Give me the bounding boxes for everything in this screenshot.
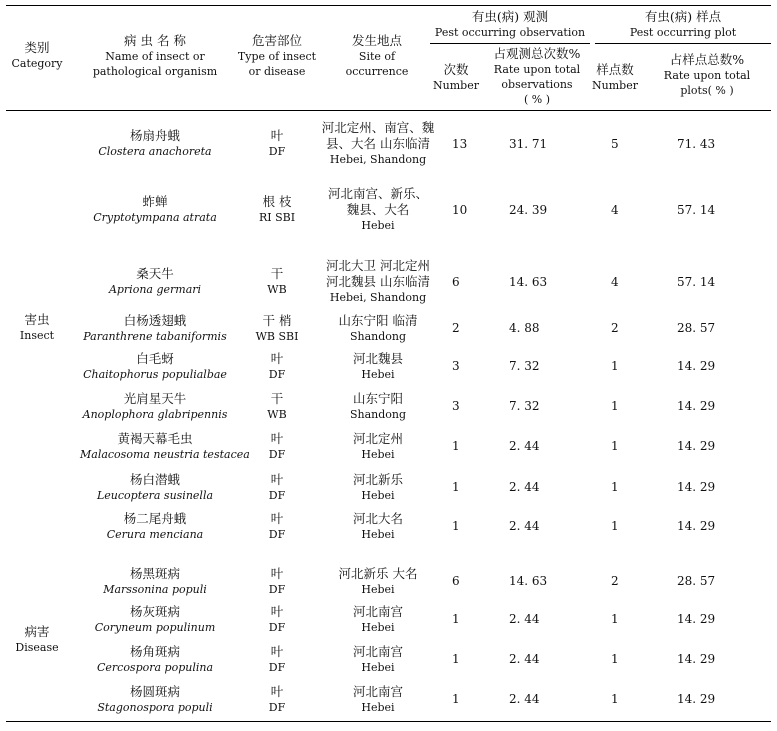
obs-count: 1 — [452, 439, 460, 453]
plot-rate: 14. 29 — [677, 519, 716, 533]
pest-name: 杨扇舟蛾 Clostera anachoreta — [98, 128, 212, 158]
damage-part: 干 WB — [267, 266, 287, 296]
header-obs-rate: 占观测总次数% Rate upon total observations ( % ) — [493, 46, 581, 106]
obs-rate: 7. 32 — [509, 359, 540, 373]
plot-count: 5 — [611, 137, 619, 151]
damage-part: 叶 DF — [268, 472, 286, 502]
obs-count: 2 — [452, 321, 460, 335]
damage-part: 叶 DF — [268, 684, 286, 714]
obs-rate: 2. 44 — [509, 612, 540, 626]
plot-rate: 14. 29 — [677, 692, 716, 706]
obs-count: 1 — [452, 480, 460, 494]
pest-name: 杨圆斑病 Stagonospora populi — [97, 684, 213, 714]
plot-count: 1 — [611, 652, 619, 666]
obs-count: 10 — [452, 203, 468, 217]
plot-count: 4 — [611, 203, 619, 217]
plot-group-rule — [595, 43, 771, 44]
pest-name: 杨灰斑病 Coryneum populinum — [94, 604, 216, 634]
obs-rate: 2. 44 — [509, 439, 540, 453]
site: 山东宁阳 临清 Shandong — [338, 313, 418, 343]
observation-group-rule — [430, 43, 590, 44]
obs-count: 1 — [452, 612, 460, 626]
top-rule — [6, 5, 771, 6]
pest-name: 蚱蝉 Cryptotympana atrata — [93, 194, 217, 224]
plot-count: 2 — [611, 574, 619, 588]
plot-rate: 14. 29 — [677, 480, 716, 494]
site: 河北定州 Hebei — [352, 431, 403, 461]
pest-name: 白杨透翅蛾 Paranthrene tabaniformis — [83, 313, 227, 343]
plot-rate: 14. 29 — [677, 652, 716, 666]
plot-rate: 14. 29 — [677, 359, 716, 373]
plot-rate: 28. 57 — [677, 574, 716, 588]
site: 河北新乐 Hebei — [352, 472, 403, 502]
damage-part: 干 梢 WB SBI — [255, 313, 299, 343]
header-name: 病 虫 名 称 Name of insect or pathological organism — [92, 33, 218, 78]
site: 河北大名 Hebei — [352, 511, 403, 541]
obs-count: 1 — [452, 692, 460, 706]
plot-count: 2 — [611, 321, 619, 335]
plot-count: 1 — [611, 359, 619, 373]
damage-part: 叶 DF — [268, 431, 286, 461]
plot-count: 1 — [611, 612, 619, 626]
category-insect: 害虫 Insect — [19, 312, 55, 342]
header-obs-count: 次数 Number — [433, 62, 479, 92]
obs-count: 1 — [452, 519, 460, 533]
damage-part: 叶 DF — [268, 351, 286, 381]
pest-name: 杨白潜蛾 Leucoptera susinella — [96, 472, 214, 502]
pest-name: 杨角斑病 Cercospora populina — [96, 644, 214, 674]
obs-rate: 24. 39 — [509, 203, 548, 217]
header-part: 危害部位 Type of insect or disease — [237, 33, 317, 78]
obs-rate: 2. 44 — [509, 652, 540, 666]
pest-name: 光肩星天牛 Anoplophora glabripennis — [82, 391, 228, 421]
header-site: 发生地点 Site of occurrence — [345, 33, 409, 78]
plot-count: 1 — [611, 399, 619, 413]
damage-part: 叶 DF — [268, 604, 286, 634]
pest-name: 杨二尾舟蛾 Cerura menciana — [106, 511, 204, 541]
header-category: 类别 Category — [11, 40, 63, 70]
obs-rate: 31. 71 — [509, 137, 548, 151]
pest-name: 桑天牛 Apriona germari — [108, 266, 202, 296]
obs-rate: 14. 63 — [509, 574, 548, 588]
obs-rate: 14. 63 — [509, 275, 548, 289]
site: 河北魏县 Hebei — [352, 351, 403, 381]
header-plot-count: 样点数 Number — [592, 62, 638, 92]
pest-name: 杨黑斑病 Marssonina populi — [103, 566, 207, 596]
header-plot: 有虫(病) 样点 Pest occurring plot — [629, 9, 737, 39]
obs-count: 3 — [452, 399, 460, 413]
obs-rate: 7. 32 — [509, 399, 540, 413]
pest-name: 黄褐天幕毛虫 Malacosoma neustria testacea — [80, 431, 250, 461]
pest-name: 白毛蚜 Chaitophorus populialbae — [83, 351, 227, 381]
plot-rate: 14. 29 — [677, 399, 716, 413]
site: 山东宁阳 Shandong — [349, 391, 407, 421]
obs-count: 3 — [452, 359, 460, 373]
plot-count: 4 — [611, 275, 619, 289]
obs-count: 1 — [452, 652, 460, 666]
category-disease: 病害 Disease — [15, 624, 59, 654]
site: 河北大卫 河北定州 河北魏县 山东临清 Hebei, Shandong — [326, 258, 430, 304]
damage-part: 干 WB — [267, 391, 287, 421]
site: 河北新乐 大名 Hebei — [338, 566, 418, 596]
plot-rate: 57. 14 — [677, 203, 716, 217]
plot-count: 1 — [611, 519, 619, 533]
header-observation: 有虫(病) 观测 Pest occurring observation — [434, 9, 586, 39]
damage-part: 叶 DF — [268, 566, 286, 596]
site: 河北南宫 Hebei — [352, 644, 403, 674]
damage-part: 叶 DF — [268, 128, 286, 158]
plot-rate: 28. 57 — [677, 321, 716, 335]
plot-rate: 14. 29 — [677, 612, 716, 626]
obs-count: 6 — [452, 275, 460, 289]
damage-part: 根 枝 RI SBI — [258, 194, 296, 224]
obs-rate: 2. 44 — [509, 692, 540, 706]
plot-count: 1 — [611, 480, 619, 494]
header-bottom-rule — [6, 110, 771, 111]
site: 河北南宫 Hebei — [352, 604, 403, 634]
plot-count: 1 — [611, 692, 619, 706]
header-plot-rate: 占样点总数% Rate upon total plots( % ) — [663, 52, 751, 97]
plot-rate: 71. 43 — [677, 137, 716, 151]
damage-part: 叶 DF — [268, 511, 286, 541]
obs-count: 13 — [452, 137, 468, 151]
obs-count: 6 — [452, 574, 460, 588]
plot-rate: 14. 29 — [677, 439, 716, 453]
plot-count: 1 — [611, 439, 619, 453]
site: 河北南宫、新乐、 魏县、大名 Hebei — [327, 186, 428, 232]
obs-rate: 4. 88 — [509, 321, 540, 335]
plot-rate: 57. 14 — [677, 275, 716, 289]
obs-rate: 2. 44 — [509, 519, 540, 533]
damage-part: 叶 DF — [268, 644, 286, 674]
obs-rate: 2. 44 — [509, 480, 540, 494]
site: 河北南宫 Hebei — [352, 684, 403, 714]
bottom-rule — [6, 721, 771, 722]
site: 河北定州、南宫、魏 县、大名 山东临清 Hebei, Shandong — [321, 120, 435, 166]
